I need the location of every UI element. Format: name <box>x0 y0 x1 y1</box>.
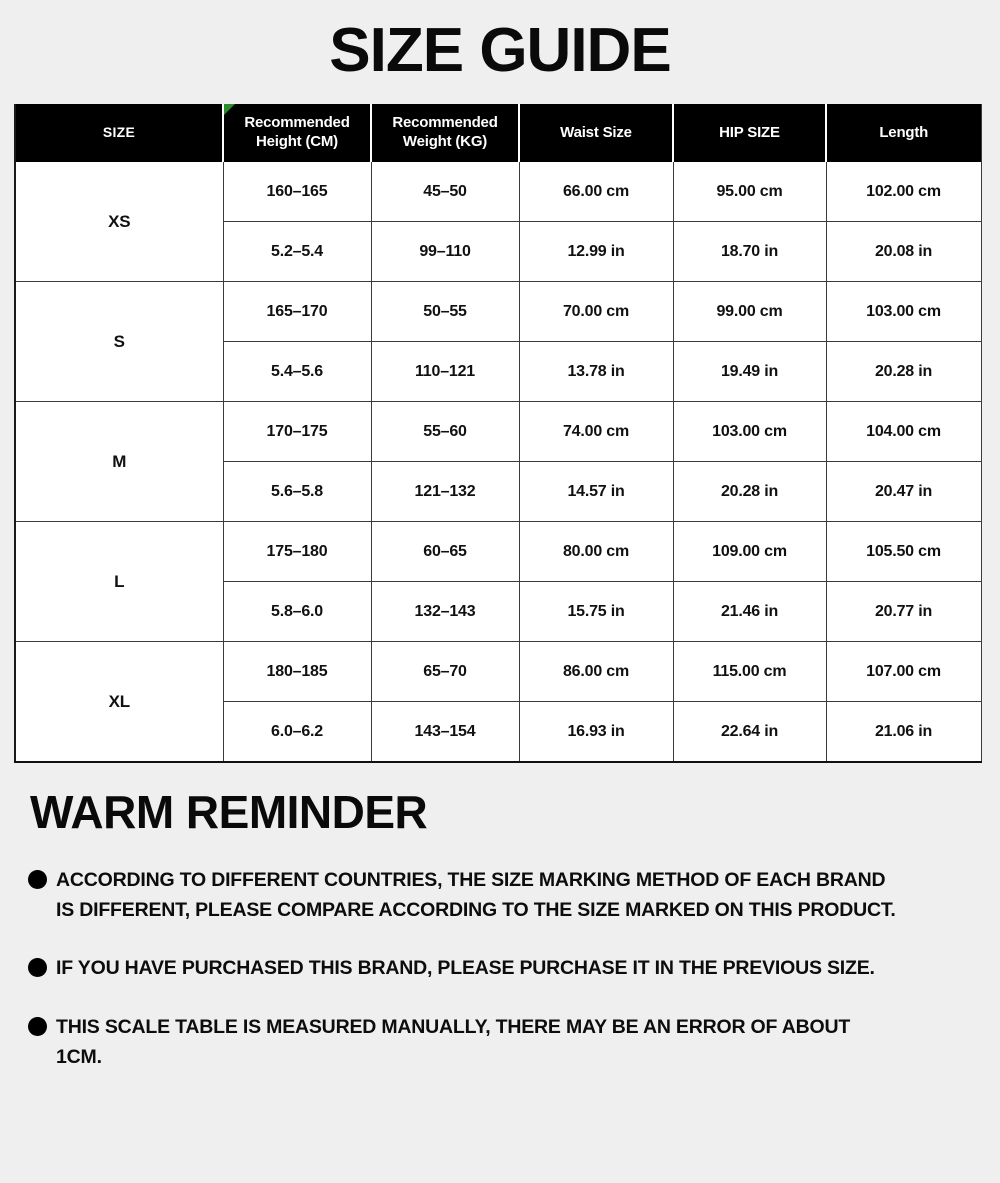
table-row <box>15 642 981 702</box>
cell-hip-imperial: 19.49 in <box>673 342 826 402</box>
size-table <box>14 104 982 763</box>
cell-size-label: M <box>15 402 223 522</box>
cell-size-label: XS <box>15 162 223 282</box>
size-table-container <box>14 104 980 763</box>
bullet-icon <box>28 870 47 889</box>
cell-waist-metric: 66.00 cm <box>519 162 673 222</box>
cell-length-metric: 102.00 cm <box>826 162 981 222</box>
cell-weight-metric: 50–55 <box>371 282 519 342</box>
table-row <box>15 282 981 342</box>
column-header-waist-size: Waist Size <box>519 104 673 162</box>
bullet-icon <box>28 958 47 977</box>
cell-hip-metric: 109.00 cm <box>673 522 826 582</box>
column-header-weight-line1: Recommended <box>392 114 498 132</box>
cell-waist-imperial: 14.57 in <box>519 462 673 522</box>
cell-height-metric: 175–180 <box>223 522 371 582</box>
table-body <box>15 162 981 762</box>
cell-weight-metric: 60–65 <box>371 522 519 582</box>
column-header-height-line2: Height (CM) <box>256 133 338 150</box>
bullet-icon <box>28 1017 47 1036</box>
cell-weight-metric: 65–70 <box>371 642 519 702</box>
cell-size-label: S <box>15 282 223 402</box>
warm-reminder-title: WARM REMINDER <box>30 786 428 838</box>
note-text: THIS SCALE TABLE IS MEASURED MANUALLY, THERE MAY BE AN ERROR OF ABOUT 1CM. <box>56 1015 851 1068</box>
table-header-row <box>15 104 981 162</box>
cell-height-imperial: 5.8–6.0 <box>223 582 371 642</box>
cell-hip-imperial: 18.70 in <box>673 222 826 282</box>
column-header-weight-line2: Weight (KG) <box>402 133 488 150</box>
cell-length-metric: 105.50 cm <box>826 522 981 582</box>
cell-hip-metric: 99.00 cm <box>673 282 826 342</box>
cell-height-metric: 165–170 <box>223 282 371 342</box>
cell-length-imperial: 20.47 in <box>826 462 981 522</box>
cell-height-metric: 180–185 <box>223 642 371 702</box>
column-header-hip-size: HIP SIZE <box>673 104 826 162</box>
column-header-recommended-weight <box>371 104 519 162</box>
note-text: ACCORDING TO DIFFERENT COUNTRIES, THE SIZE MARKING METHOD OF EACH BRAND IS DIFFERENT, PLEASE COMPARE ACCORDING TO THE SIZE MARKED ON THIS PRODUCT. <box>56 869 896 922</box>
list-item <box>28 865 928 925</box>
cell-height-metric: 160–165 <box>223 162 371 222</box>
column-header-height-line1: Recommended <box>244 114 350 132</box>
cell-length-imperial: 20.77 in <box>826 582 981 642</box>
cell-hip-metric: 103.00 cm <box>673 402 826 462</box>
cell-hip-imperial: 20.28 in <box>673 462 826 522</box>
column-header-length: Length <box>826 104 981 162</box>
table-row <box>15 162 981 222</box>
table-header <box>15 104 981 162</box>
cell-height-metric: 170–175 <box>223 402 371 462</box>
cell-weight-metric: 55–60 <box>371 402 519 462</box>
list-item <box>28 1012 928 1072</box>
cell-length-metric: 103.00 cm <box>826 282 981 342</box>
green-corner-flag-icon <box>224 104 235 115</box>
page-title: SIZE GUIDE <box>329 16 671 85</box>
cell-height-imperial: 5.6–5.8 <box>223 462 371 522</box>
column-header-size: SIZE <box>15 104 223 162</box>
cell-waist-imperial: 12.99 in <box>519 222 673 282</box>
list-item <box>28 953 928 983</box>
cell-waist-metric: 80.00 cm <box>519 522 673 582</box>
cell-height-imperial: 6.0–6.2 <box>223 702 371 763</box>
cell-size-label: L <box>15 522 223 642</box>
cell-hip-metric: 115.00 cm <box>673 642 826 702</box>
column-header-recommended-height <box>223 104 371 162</box>
cell-hip-metric: 95.00 cm <box>673 162 826 222</box>
cell-weight-imperial: 110–121 <box>371 342 519 402</box>
cell-height-imperial: 5.2–5.4 <box>223 222 371 282</box>
cell-length-metric: 107.00 cm <box>826 642 981 702</box>
cell-weight-metric: 45–50 <box>371 162 519 222</box>
cell-length-metric: 104.00 cm <box>826 402 981 462</box>
cell-waist-imperial: 13.78 in <box>519 342 673 402</box>
cell-weight-imperial: 99–110 <box>371 222 519 282</box>
cell-waist-imperial: 16.93 in <box>519 702 673 763</box>
cell-hip-imperial: 22.64 in <box>673 702 826 763</box>
cell-waist-imperial: 15.75 in <box>519 582 673 642</box>
cell-length-imperial: 20.08 in <box>826 222 981 282</box>
cell-size-label: XL <box>15 642 223 763</box>
cell-weight-imperial: 143–154 <box>371 702 519 763</box>
cell-waist-metric: 86.00 cm <box>519 642 673 702</box>
cell-waist-metric: 74.00 cm <box>519 402 673 462</box>
note-text: IF YOU HAVE PURCHASED THIS BRAND, PLEASE PURCHASE IT IN THE PREVIOUS SIZE. <box>56 957 875 980</box>
cell-waist-metric: 70.00 cm <box>519 282 673 342</box>
cell-hip-imperial: 21.46 in <box>673 582 826 642</box>
table-row <box>15 522 981 582</box>
cell-length-imperial: 20.28 in <box>826 342 981 402</box>
cell-height-imperial: 5.4–5.6 <box>223 342 371 402</box>
cell-weight-imperial: 121–132 <box>371 462 519 522</box>
cell-length-imperial: 21.06 in <box>826 702 981 763</box>
cell-weight-imperial: 132–143 <box>371 582 519 642</box>
table-row <box>15 402 981 462</box>
warm-reminder-notes <box>28 865 928 1072</box>
